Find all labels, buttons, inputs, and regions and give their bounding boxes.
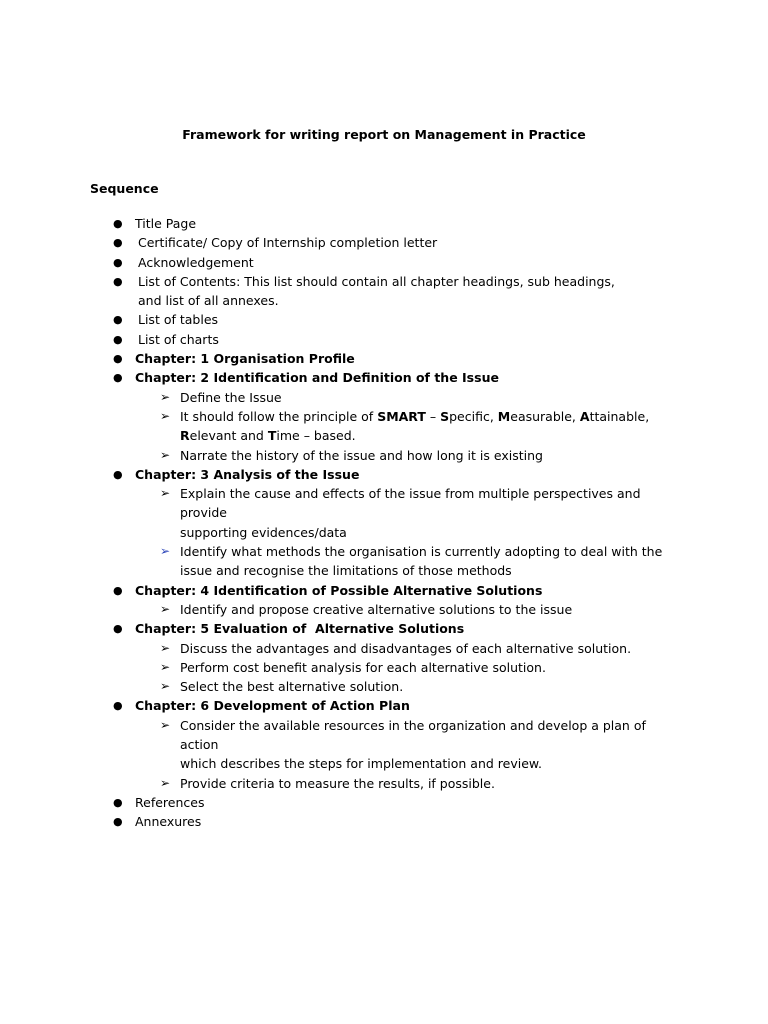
sub-item-discuss-advantages: ➢ Discuss the advantages and disadvantages of each alternative solution. xyxy=(0,639,768,658)
list-item-chapter-2: ● Chapter: 2 Identification and Definition of the Issue xyxy=(0,368,768,387)
bullet-icon: ● xyxy=(113,313,123,327)
list-item-chapter-5: ● Chapter: 5 Evaluation of Alternative Solutions xyxy=(0,619,768,638)
arrow-bullet-icon: ➢ xyxy=(160,389,171,404)
arrow-bullet-icon: ➢ xyxy=(160,717,171,732)
list-item-chapter-3: ● Chapter: 3 Analysis of the Issue xyxy=(0,465,768,484)
list-item-chapter-6: ● Chapter: 6 Development of Action Plan xyxy=(0,696,768,715)
sub-item-explain-cause: ➢ Explain the cause and effects of the issue from multiple perspectives and provide supporting evidences/data xyxy=(160,486,641,540)
arrow-bullet-icon: ➢ xyxy=(160,486,171,501)
bullet-icon: ● xyxy=(113,352,123,366)
arrow-bullet-icon: ➢ xyxy=(160,640,171,655)
bullet-icon: ● xyxy=(113,371,123,385)
bullet-icon: ● xyxy=(113,795,123,809)
bullet-icon: ● xyxy=(113,274,123,288)
bullet-icon: ● xyxy=(113,622,123,636)
bullet-icon: ● xyxy=(113,332,123,346)
arrow-bullet-icon: ➢ xyxy=(160,775,171,790)
sub-item-identify-methods: ➢ Identify what methods the organisation is currently adopting to deal with the issue and recognise the limitations of those methods xyxy=(160,544,663,579)
list-item-chapter-1: ● Chapter: 1 Organisation Profile xyxy=(0,349,768,368)
list-item-certificate: ● Certificate/ Copy of Internship completion letter xyxy=(0,233,768,252)
sequence-list xyxy=(0,214,768,832)
arrow-bullet-icon: ➢ xyxy=(160,659,171,674)
sub-item-narrate-history: ➢ Narrate the history of the issue and how long it is existing xyxy=(0,446,768,465)
bullet-icon: ● xyxy=(113,467,123,481)
sub-item-smart-principle: ➢ It should follow the principle of SMART – Specific, Measurable, Attainable, Relevant and Time – based. xyxy=(160,408,650,444)
sub-item-cost-benefit: ➢ Perform cost benefit analysis for each alternative solution. xyxy=(0,658,768,677)
arrow-bullet-icon: ➢ xyxy=(160,447,171,462)
sequence-heading: Sequence xyxy=(90,181,159,196)
arrow-bullet-icon: ➢ xyxy=(160,408,171,423)
bullet-icon: ● xyxy=(113,236,123,250)
bullet-icon: ● xyxy=(113,699,123,713)
arrow-bullet-icon: ➢ xyxy=(160,544,171,559)
list-item-annexures: ● Annexures xyxy=(0,812,768,831)
list-item-list-of-tables: ● List of tables xyxy=(0,310,768,329)
sub-item-propose-solutions: ➢ Identify and propose creative alternative solutions to the issue xyxy=(0,600,768,619)
bullet-icon: ● xyxy=(113,217,123,230)
bullet-icon: ● xyxy=(113,815,123,829)
list-item-chapter-4: ● Chapter: 4 Identification of Possible Alternative Solutions xyxy=(0,581,768,600)
list-item-references: ● References xyxy=(0,793,768,812)
arrow-bullet-icon: ➢ xyxy=(160,601,171,616)
list-item-list-of-charts: ● List of charts xyxy=(0,330,768,349)
bullet-icon: ● xyxy=(113,255,123,269)
sub-item-provide-criteria: ➢ Provide criteria to measure the results, if possible. xyxy=(0,774,768,793)
sub-item-consider-resources: ➢ Consider the available resources in the organization and develop a plan of action which describes the steps for implementation and review. xyxy=(160,717,646,772)
sub-item-select-best: ➢ Select the best alternative solution. xyxy=(0,677,768,696)
arrow-bullet-icon: ➢ xyxy=(160,679,171,694)
list-item-list-of-contents: ● List of Contents: This list should contain all chapter headings, sub headings, and list of all annexes. xyxy=(113,273,615,309)
sub-item-define-issue: ➢ Define the Issue xyxy=(0,388,768,407)
page-title: Framework for writing report on Management in Practice xyxy=(182,127,586,142)
list-item-title-page: ● Title Page xyxy=(0,214,768,233)
bullet-icon: ● xyxy=(113,583,123,597)
list-item-acknowledgement: ● Acknowledgement xyxy=(0,253,768,272)
